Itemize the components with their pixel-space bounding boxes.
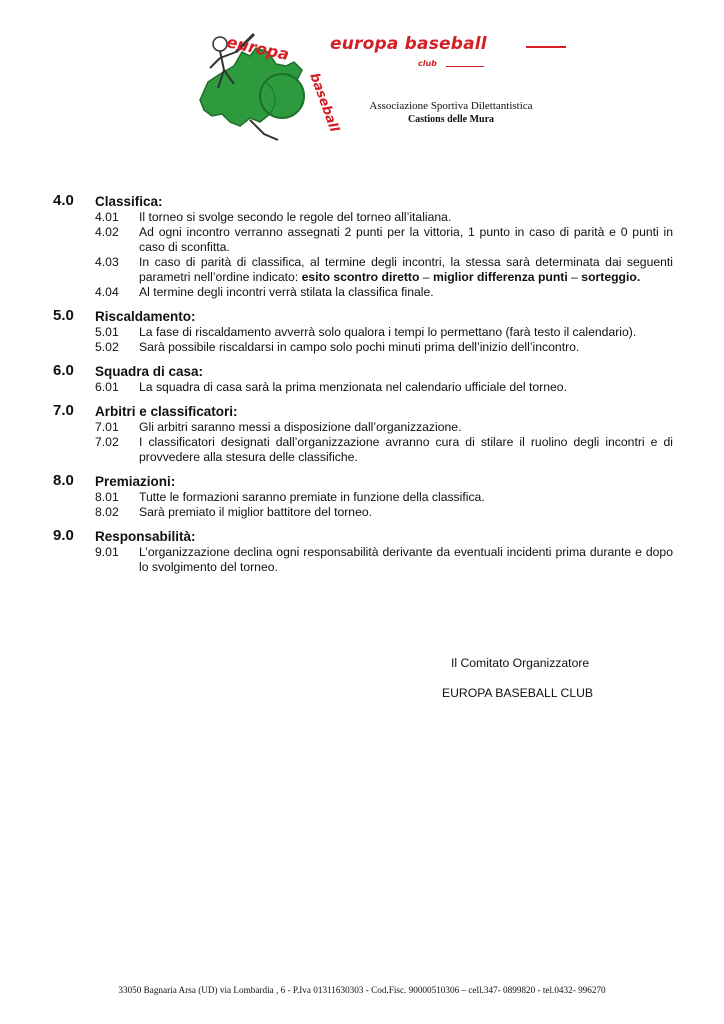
footer-contact: 33050 Bagnaria Arsa (UD) via Lombardia , 6 - P.Iva 01311630303 - Cod.Fisc. 90000510306 – cell.347- 0899820 - tel.0432- 996270 [118, 985, 606, 995]
section-title: Squadra di casa: [95, 364, 204, 379]
rule-item [53, 380, 673, 395]
rule-text-segment: Tutte le formazioni saranno premiate in funzione della classifica. [139, 490, 485, 504]
rule-item [53, 420, 673, 435]
svg-text:baseball: baseball [306, 71, 342, 135]
rule-item [53, 285, 673, 300]
rule-text-segment: La fase di riscaldamento avverrà solo qualora i tempi lo permettano (farà testo il calendario). [139, 325, 637, 339]
rule-item [53, 225, 673, 255]
rule-item [53, 545, 673, 575]
association-name: Associazione Sportiva Dilettantistica [369, 100, 533, 112]
rule-number: 4.03 [95, 255, 119, 269]
rule-item [53, 210, 673, 225]
rule-text-segment: Il torneo si svolge secondo le regole del torneo all’italiana. [139, 210, 452, 224]
rule-item [53, 490, 673, 505]
rule-text [139, 225, 673, 255]
rule-text-segment: La squadra di casa sarà la prima menzionata nel calendario ufficiale del torneo. [139, 380, 567, 394]
rule-text-segment: – [419, 270, 433, 284]
rule-text [139, 545, 673, 575]
rule-item [53, 325, 673, 340]
rule-text [139, 255, 673, 285]
rule-text-segment: I classificatori designati dall’organizzazione avranno cura di stilare il ruolino degli incontri e di provvedere alla stesura delle classifiche. [139, 435, 673, 464]
rule-text [139, 340, 673, 355]
rule-number: 7.01 [95, 420, 119, 434]
brand-subtitle: club [418, 59, 437, 68]
section-title: Premiazioni: [95, 474, 176, 489]
rule-number: 8.02 [95, 505, 119, 519]
rule-text [139, 325, 673, 340]
rule-text-segment: Sarà possibile riscaldarsi in campo solo pochi minuti prima dell’inizio dell’incontro. [139, 340, 580, 354]
section-number: 4.0 [53, 192, 74, 209]
association-place: Castions delle Mura [407, 114, 495, 125]
rule-item [53, 340, 673, 355]
rule-text-bold: sorteggio. [581, 270, 641, 284]
signature-club: EUROPA BASEBALL CLUB [442, 686, 594, 700]
rule-number: 4.02 [95, 225, 119, 239]
rule-text [139, 435, 673, 465]
club-logo [190, 22, 342, 148]
rule-text-segment: – [567, 270, 582, 284]
section-number: 5.0 [53, 307, 74, 324]
section-number: 9.0 [53, 527, 74, 544]
rule-number: 4.04 [95, 285, 119, 299]
rule-number: 6.01 [95, 380, 119, 394]
section-number: 7.0 [53, 402, 74, 419]
rule-number: 5.02 [95, 340, 119, 354]
rule-text [139, 505, 673, 520]
rules-content [53, 194, 673, 584]
rule-item [53, 505, 673, 520]
section-4-0 [53, 194, 673, 300]
rule-number: 5.01 [95, 325, 119, 339]
brand-sub-underline [446, 66, 484, 67]
rule-number: 7.02 [95, 435, 119, 449]
section-title: Classifica: [95, 194, 163, 209]
brand-underline [526, 46, 566, 48]
rule-text [139, 490, 673, 505]
rule-text-segment: Al termine degli incontri verrà stilata la classifica finale. [139, 285, 434, 299]
rule-text [139, 285, 673, 300]
rule-text-segment: L’organizzazione declina ogni responsabilità derivante da eventuali incidenti prima durante e dopo lo svolgimento del torneo. [139, 545, 673, 574]
rule-text [139, 380, 673, 395]
rule-text [139, 420, 673, 435]
rule-item [53, 255, 673, 285]
rule-number: 4.01 [95, 210, 119, 224]
rule-text-segment: In caso di parità di classifica, al termine degli incontri, la stessa sarà determinata dai seguenti parametri nell’ordine indicato: [139, 255, 673, 284]
section-9-0 [53, 529, 673, 575]
rule-text-bold: esito scontro diretto [301, 270, 420, 284]
rule-number: 9.01 [95, 545, 119, 559]
section-title: Arbitri e classificatori: [95, 404, 238, 419]
rule-text-segment: Ad ogni incontro verranno assegnati 2 punti per la vittoria, 1 punto in caso di parità e 0 punti in caso di sconfitta. [139, 225, 673, 254]
rule-text-segment: Sarà premiato il miglior battitore del torneo. [139, 505, 373, 519]
section-title: Responsabilità: [95, 529, 196, 544]
rule-item [53, 435, 673, 465]
section-6-0 [53, 364, 673, 395]
section-8-0 [53, 474, 673, 520]
rule-text-bold: miglior differenza punti [432, 270, 568, 284]
rule-text-segment: Gli arbitri saranno messi a disposizione dall’organizzazione. [139, 420, 462, 434]
brand-title: europa baseball [330, 34, 487, 54]
section-title: Riscaldamento: [95, 309, 196, 324]
rule-number: 8.01 [95, 490, 119, 504]
section-7-0 [53, 404, 673, 465]
rule-text [139, 210, 673, 225]
section-5-0 [53, 309, 673, 355]
svg-text:europa: europa [224, 32, 291, 65]
section-number: 6.0 [53, 362, 74, 379]
signature-committee: Il Comitato Organizzatore [451, 656, 590, 670]
section-number: 8.0 [53, 472, 74, 489]
